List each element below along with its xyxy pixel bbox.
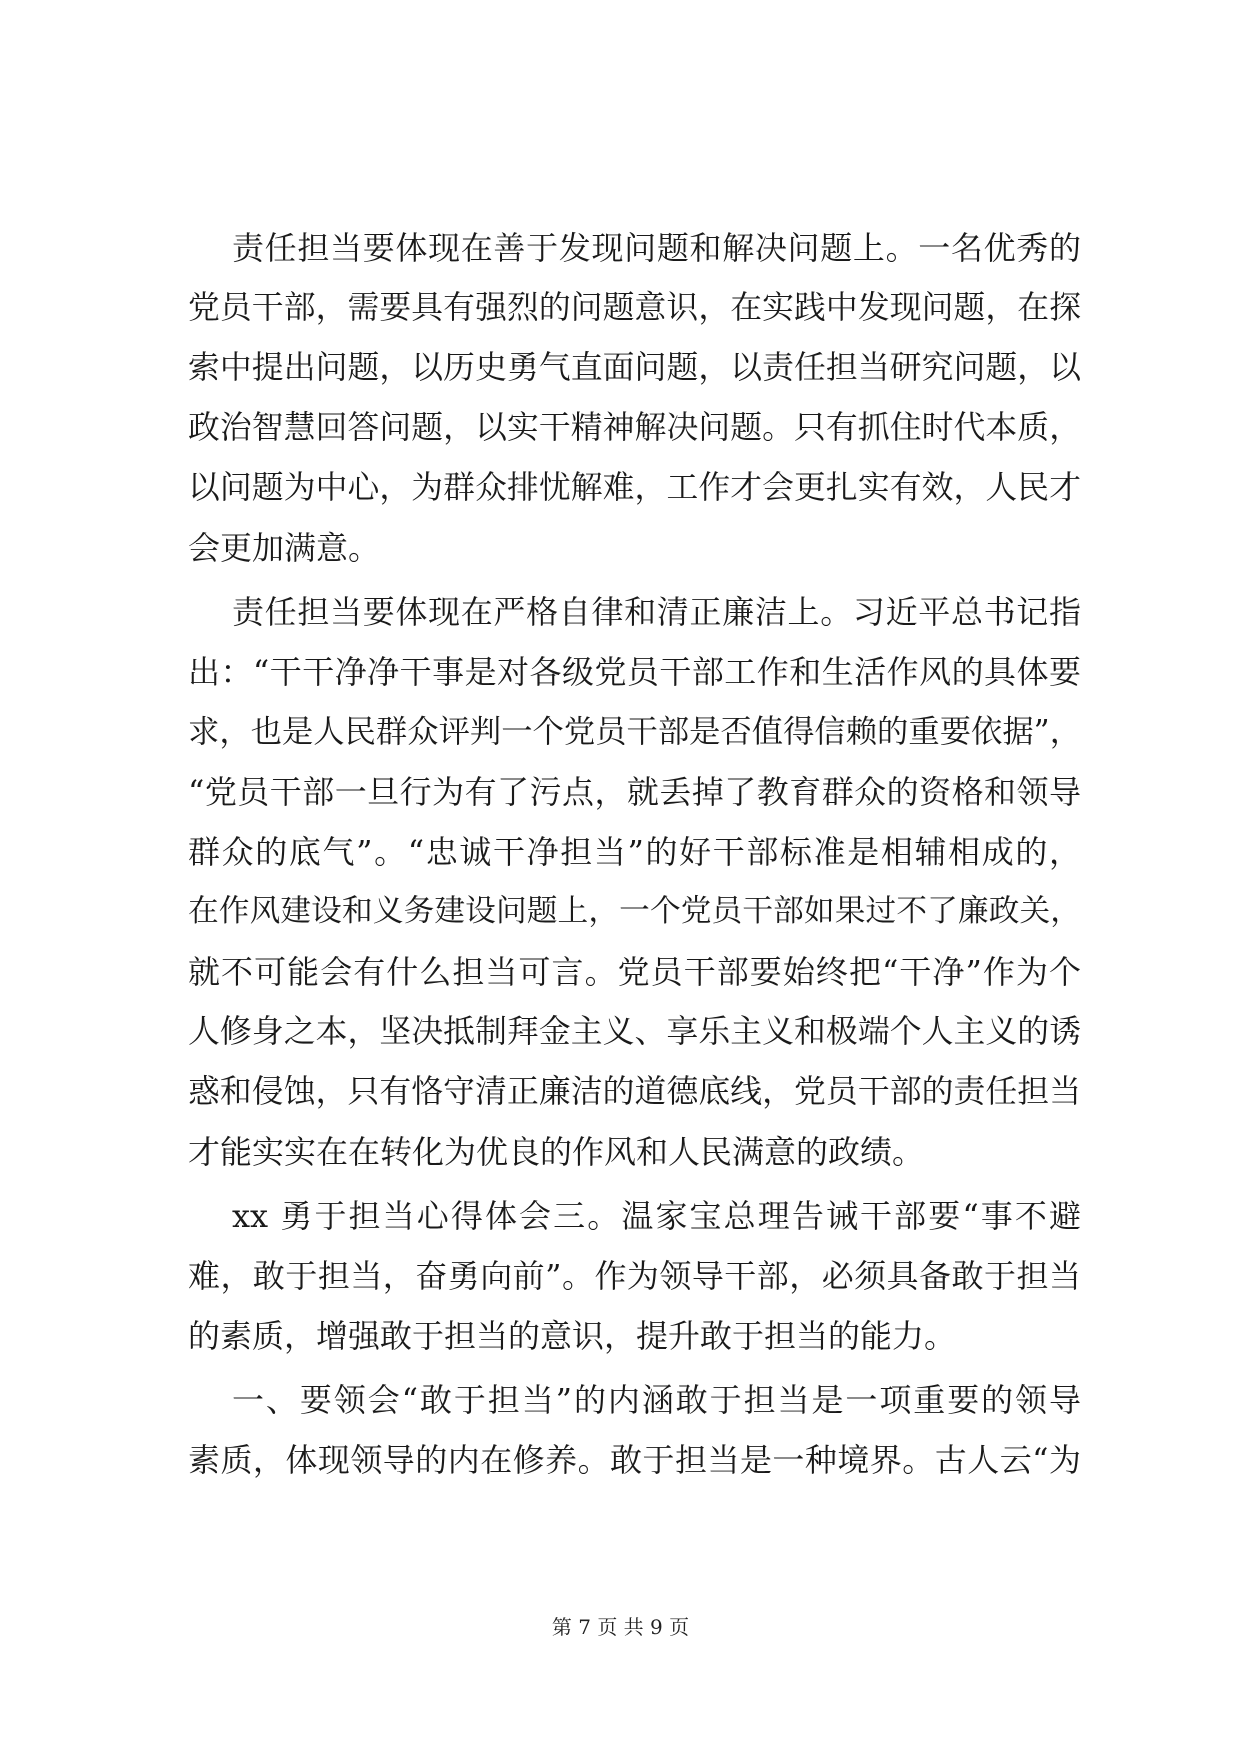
text-line: 群众的底气”。“忠诚干净担当”的好干部标准是相辅相成的，	[188, 833, 1081, 871]
page-footer: 第 7 页 共 9 页	[551, 1615, 690, 1639]
text-line: 就不可能会有什么担当可言。党员干部要始终把“干净”作为个	[188, 953, 1081, 991]
text-line: 人修身之本，坚决抵制拜金主义、享乐主义和极端个人主义的诱	[188, 1013, 1081, 1050]
text-line: 出：“干干净净干事是对各级党员干部工作和生活作风的具体要	[188, 653, 1081, 691]
text-line: “党员干部一旦行为有了污点，就丢掉了教育群众的资格和领导	[188, 773, 1081, 811]
text-line: 责任担当要体现在善于发现问题和解决问题上。一名优秀的	[232, 229, 1081, 267]
text-line: 责任担当要体现在严格自律和清正廉洁上。习近平总书记指	[232, 593, 1081, 631]
text-line: 惑和侵蚀，只有恪守清正廉洁的道德底线，党员干部的责任担当	[188, 1073, 1081, 1110]
text-line: 的素质，增强敢于担当的意识，提升敢于担当的能力。	[188, 1317, 957, 1355]
text-line: 一、要领会“敢于担当”的内涵敢于担当是一项重要的领导	[232, 1381, 1081, 1419]
text-line: 政治智慧回答问题，以实干精神解决问题。只有抓住时代本质，	[188, 409, 1081, 446]
text-line: 在作风建设和义务建设问题上，一个党员干部如果过不了廉政关，	[188, 894, 1081, 929]
text-line: 素质，体现领导的内在修养。敢于担当是一种境界。古人云“为	[188, 1441, 1081, 1479]
text-line: 党员干部，需要具有强烈的问题意识，在实践中发现问题，在探	[188, 289, 1081, 326]
text-line: 才能实实在在转化为优良的作风和人民满意的政绩。	[188, 1133, 925, 1171]
text-line: 难，敢于担当，奋勇向前”。作为领导干部，必须具备敢于担当	[188, 1257, 1081, 1295]
text-line: 索中提出问题，以历史勇气直面问题，以责任担当研究问题，以	[188, 349, 1081, 386]
text-line: 求，也是人民群众评判一个党员干部是否值得信赖的重要依据”，	[188, 714, 1081, 750]
text-line: 以问题为中心，为群众排忧解难，工作才会更扎实有效，人民才	[188, 469, 1081, 506]
text-line: xx 勇于担当心得体会三。温家宝总理告诫干部要“事不避	[232, 1197, 1081, 1235]
text-line: 会更加满意。	[188, 529, 381, 567]
